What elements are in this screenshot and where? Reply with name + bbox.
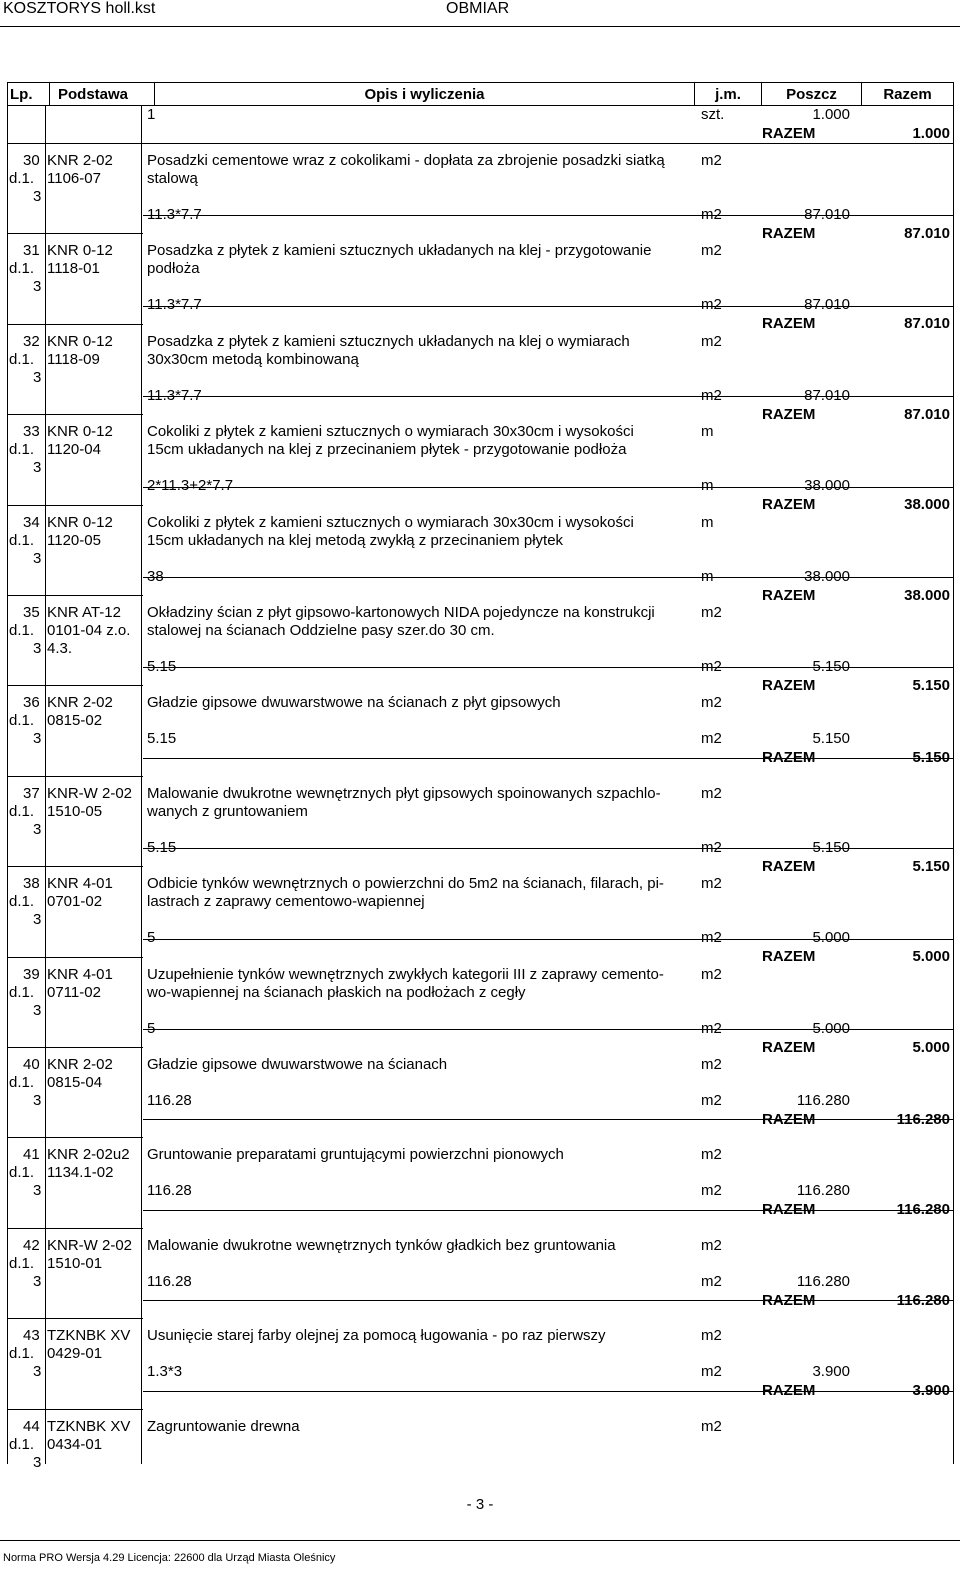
- item-lp: d.1.: [9, 622, 35, 639]
- item-unit: m: [701, 514, 714, 531]
- calc-value: 87.010: [804, 387, 850, 404]
- item-basis: 1510-05: [47, 803, 103, 820]
- razem-label: RAZEM: [762, 1201, 816, 1218]
- header-divider: [0, 26, 960, 27]
- calc-value: 87.010: [804, 206, 850, 223]
- col-lp: Lp.: [8, 83, 50, 106]
- item-lp: 36: [23, 694, 40, 711]
- razem-value: 5.150: [912, 749, 950, 766]
- row-divider: [143, 667, 953, 668]
- item-basis: 1118-01: [47, 260, 100, 277]
- item-description: 30x30cm metodą kombinowaną: [147, 351, 359, 368]
- row-divider: [143, 1391, 953, 1392]
- item-description: stalowej na ścianach Oddzielne pasy szer.do 30 cm.: [147, 622, 495, 639]
- col-poszcz: Poszcz: [762, 83, 862, 106]
- item-lp: d.1.: [9, 260, 35, 277]
- row-divider: [7, 685, 143, 686]
- calc-unit: m2: [701, 1020, 722, 1037]
- col-opis: Opis i wyliczenia: [155, 83, 695, 106]
- item-basis: KNR-W 2-02: [47, 1237, 133, 1254]
- item-basis: 1120-04: [47, 441, 101, 458]
- item-unit: m2: [701, 1418, 722, 1435]
- item-lp: 3: [33, 278, 42, 295]
- calc-unit: m2: [701, 1363, 722, 1380]
- item-unit: m2: [701, 333, 722, 350]
- razem-label: RAZEM: [762, 315, 816, 332]
- top-razem-value: 1.000: [912, 125, 950, 142]
- item-unit: m2: [701, 1146, 722, 1163]
- razem-label: RAZEM: [762, 1039, 816, 1056]
- item-unit: m2: [701, 875, 722, 892]
- item-basis: KNR AT-12: [47, 604, 121, 621]
- item-lp: 32: [23, 333, 40, 350]
- item-description: Zagruntowanie drewna: [147, 1418, 300, 1435]
- item-lp: 3: [33, 640, 42, 657]
- razem-label: RAZEM: [762, 406, 816, 423]
- item-lp: 30: [23, 152, 40, 169]
- col-jm: j.m.: [695, 83, 762, 106]
- item-basis: KNR 2-02: [47, 694, 113, 711]
- razem-value: 87.010: [904, 225, 950, 242]
- calc-unit: m2: [701, 296, 722, 313]
- item-basis: 0434-01: [47, 1436, 103, 1453]
- calc-unit: m2: [701, 387, 722, 404]
- row-divider: [7, 1318, 143, 1319]
- calc-expression: 116.28: [147, 1273, 192, 1290]
- item-unit: m2: [701, 604, 722, 621]
- item-basis: 4.3.: [47, 640, 73, 657]
- item-description: 15cm układanych na klej metodą zwykłą z przecinaniem płytek: [147, 532, 564, 549]
- item-basis: 0815-04: [47, 1074, 103, 1091]
- item-lp: 38: [23, 875, 40, 892]
- row-divider: [7, 1137, 143, 1138]
- item-description: Posadzki cementowe wraz z cokolikami - dopłata za zbrojenie posadzki siatką: [147, 152, 665, 169]
- row-divider: [7, 414, 143, 415]
- item-description: Posadzka z płytek z kamieni sztucznych układanych na klej - przygotowanie: [147, 242, 652, 259]
- razem-label: RAZEM: [762, 948, 816, 965]
- razem-label: RAZEM: [762, 225, 816, 242]
- calc-unit: m2: [701, 730, 722, 747]
- razem-value: 87.010: [904, 315, 950, 332]
- row-divider: [143, 848, 953, 849]
- item-lp: d.1.: [9, 351, 35, 368]
- razem-value: 116.280: [896, 1111, 950, 1128]
- razem-label: RAZEM: [762, 749, 816, 766]
- item-lp: 40: [23, 1056, 40, 1073]
- row-divider: [143, 1029, 953, 1030]
- item-lp: 3: [33, 1273, 42, 1290]
- row-divider: [143, 758, 953, 759]
- calc-expression: 116.28: [147, 1182, 192, 1199]
- item-unit: m2: [701, 242, 722, 259]
- item-lp: 3: [33, 1092, 42, 1109]
- item-lp: 3: [33, 459, 42, 476]
- calc-expression: 11.3*7.7: [147, 296, 202, 313]
- item-unit: m2: [701, 966, 722, 983]
- row-divider: [7, 1047, 143, 1048]
- calc-expression: 1.3*3: [147, 1363, 183, 1380]
- item-description: Usunięcie starej farby olejnej za pomocą ługowania - po raz pierwszy: [147, 1327, 606, 1344]
- item-lp: 33: [23, 423, 40, 440]
- item-description: lastrach z zaprawy cementowo-wapiennej: [147, 893, 425, 910]
- calc-expression: 5.15: [147, 730, 177, 747]
- top-line-unit: szt.: [701, 106, 725, 123]
- item-lp: 43: [23, 1327, 40, 1344]
- item-basis: KNR 0-12: [47, 423, 113, 440]
- row-divider: [143, 143, 953, 144]
- item-unit: m2: [701, 694, 722, 711]
- calc-value: 38.000: [804, 477, 850, 494]
- item-description: Malowanie dwukrotne wewnętrznych płyt gipsowych spoinowanych szpachlo-: [147, 785, 661, 802]
- col-razem: Razem: [862, 83, 954, 106]
- item-description: Malowanie dwukrotne wewnętrznych tynków gładkich bez gruntowania: [147, 1237, 616, 1254]
- item-basis: 0101-04 z.o.: [47, 622, 131, 639]
- item-lp: 3: [33, 1002, 42, 1019]
- calc-value: 87.010: [804, 296, 850, 313]
- item-unit: m2: [701, 152, 722, 169]
- item-lp: 3: [33, 730, 42, 747]
- razem-value: 116.280: [896, 1292, 950, 1309]
- item-description: Gruntowanie preparatami gruntującymi powierzchni pionowych: [147, 1146, 564, 1163]
- calc-value: 5.150: [812, 658, 850, 675]
- item-description: wanych z gruntowaniem: [147, 803, 308, 820]
- calc-unit: m2: [701, 1182, 722, 1199]
- calc-value: 5.000: [812, 1020, 850, 1037]
- calc-unit: m2: [701, 206, 722, 223]
- item-lp: d.1.: [9, 984, 35, 1001]
- item-lp: d.1.: [9, 1436, 35, 1453]
- row-divider: [7, 1228, 143, 1229]
- item-lp: 44: [23, 1418, 40, 1435]
- razem-value: 38.000: [904, 587, 950, 604]
- razem-value: 5.150: [912, 858, 950, 875]
- calc-unit: m2: [701, 929, 722, 946]
- item-lp: 3: [33, 1363, 42, 1380]
- row-divider: [7, 505, 143, 506]
- calc-expression: 5.15: [147, 839, 177, 856]
- item-description: Gładzie gipsowe dwuwarstwowe na ścianach: [147, 1056, 448, 1073]
- calc-value: 38.000: [804, 568, 850, 585]
- section-title: OBMIAR: [446, 0, 510, 17]
- row-divider: [143, 487, 953, 488]
- item-description: Odbicie tynków wewnętrznych o powierzchni do 5m2 na ścianach, filarach, pi-: [147, 875, 664, 892]
- item-description: 15cm układanych na klej z przecinaniem płytek - przygotowanie podłoża: [147, 441, 627, 458]
- item-lp: d.1.: [9, 532, 35, 549]
- razem-label: RAZEM: [762, 677, 816, 694]
- calc-value: 116.280: [796, 1092, 850, 1109]
- item-lp: 31: [23, 242, 40, 259]
- item-basis: 0701-02: [47, 893, 103, 910]
- calc-unit: m2: [701, 839, 722, 856]
- item-basis: 0815-02: [47, 712, 103, 729]
- item-lp: 42: [23, 1237, 40, 1254]
- razem-value: 5.000: [912, 948, 950, 965]
- razem-value: 38.000: [904, 496, 950, 513]
- row-divider: [143, 939, 953, 940]
- item-basis: 0711-02: [47, 984, 101, 1001]
- item-lp: 3: [33, 188, 42, 205]
- row-divider: [7, 324, 143, 325]
- calc-unit: m: [701, 568, 714, 585]
- calc-expression: 5: [147, 1020, 156, 1037]
- row-divider: [143, 1210, 953, 1211]
- top-line-expr: 1: [147, 106, 156, 123]
- item-lp: 3: [33, 550, 42, 567]
- razem-label: RAZEM: [762, 1111, 816, 1128]
- row-divider: [7, 1409, 143, 1410]
- item-lp: 3: [33, 369, 42, 386]
- row-divider: [7, 957, 143, 958]
- row-divider: [143, 215, 953, 216]
- item-basis: 1510-01: [47, 1255, 103, 1272]
- item-description: Uzupełnienie tynków wewnętrznych zwykłych kategorii III z zaprawy cemento-: [147, 966, 664, 983]
- col-podstawa: Podstawa: [50, 83, 155, 106]
- row-divider: [7, 233, 143, 234]
- item-lp: 3: [33, 1182, 42, 1199]
- footer-license: Norma PRO Wersja 4.29 Licencja: 22600 dla Urząd Miasta Oleśnicy: [3, 1552, 336, 1564]
- item-lp: 41: [23, 1146, 40, 1163]
- razem-label: RAZEM: [762, 1292, 816, 1309]
- row-divider: [7, 866, 143, 867]
- calc-expression: 5.15: [147, 658, 177, 675]
- item-lp: 34: [23, 514, 40, 531]
- row-divider: [143, 1300, 953, 1301]
- item-lp: d.1.: [9, 1074, 35, 1091]
- item-lp: 35: [23, 604, 40, 621]
- calc-value: 116.280: [796, 1182, 850, 1199]
- razem-value: 87.010: [904, 406, 950, 423]
- item-unit: m: [701, 423, 714, 440]
- calc-value: 5.150: [812, 730, 850, 747]
- calc-expression: 116.28: [147, 1092, 192, 1109]
- row-divider: [143, 306, 953, 307]
- row-divider: [7, 776, 143, 777]
- footer-divider: [0, 1540, 960, 1541]
- item-lp: d.1.: [9, 170, 35, 187]
- calc-value: 5.150: [812, 839, 850, 856]
- razem-value: 5.150: [912, 677, 950, 694]
- calc-value: 3.900: [812, 1363, 850, 1380]
- item-lp: d.1.: [9, 893, 35, 910]
- razem-value: 3.900: [912, 1382, 950, 1399]
- calc-unit: m2: [701, 658, 722, 675]
- item-basis: KNR-W 2-02: [47, 785, 133, 802]
- item-description: podłoża: [147, 260, 200, 277]
- row-divider: [143, 396, 953, 397]
- item-description: stalową: [147, 170, 198, 187]
- item-basis: KNR 4-01: [47, 966, 113, 983]
- file-title: KOSZTORYS holl.kst: [3, 0, 156, 17]
- item-description: Cokoliki z płytek z kamieni sztucznych o wymiarach 30x30cm i wysokości: [147, 514, 634, 531]
- item-basis: KNR 0-12: [47, 242, 113, 259]
- item-lp: 3: [33, 1454, 42, 1471]
- calc-value: 116.280: [796, 1273, 850, 1290]
- row-divider: [143, 577, 953, 578]
- item-unit: m2: [701, 785, 722, 802]
- item-lp: d.1.: [9, 803, 35, 820]
- razem-label: RAZEM: [762, 496, 816, 513]
- item-unit: m2: [701, 1237, 722, 1254]
- item-basis: 1120-05: [47, 532, 101, 549]
- item-lp: 37: [23, 785, 40, 802]
- calc-unit: m2: [701, 1273, 722, 1290]
- item-basis: 1118-09: [47, 351, 100, 368]
- page-number: - 3 -: [466, 1496, 494, 1513]
- item-description: Posadzka z płytek z kamieni sztucznych układanych na klej o wymiarach: [147, 333, 630, 350]
- razem-label: RAZEM: [762, 1382, 816, 1399]
- column-header-row: [7, 82, 954, 106]
- razem-value: 116.280: [896, 1201, 950, 1218]
- calc-value: 5.000: [812, 929, 850, 946]
- calc-expression: 2*11.3+2*7.7: [147, 477, 234, 494]
- estimate-table: [7, 106, 954, 1471]
- item-basis: KNR 2-02: [47, 1056, 113, 1073]
- calc-expression: 5: [147, 929, 156, 946]
- item-description: Gładzie gipsowe dwuwarstwowe na ścianach z płyt gipsowych: [147, 694, 561, 711]
- row-divider: [7, 143, 143, 144]
- razem-label: RAZEM: [762, 587, 816, 604]
- row-divider: [7, 595, 143, 596]
- item-lp: d.1.: [9, 1345, 35, 1362]
- item-lp: d.1.: [9, 712, 35, 729]
- item-lp: 39: [23, 966, 40, 983]
- item-basis: TZKNBK XV: [47, 1327, 131, 1344]
- item-description: Okładziny ścian z płyt gipsowo-kartonowych NIDA pojedyncze na konstrukcji: [147, 604, 655, 621]
- row-divider: [143, 1119, 953, 1120]
- item-lp: 3: [33, 911, 42, 928]
- item-lp: 3: [33, 821, 42, 838]
- item-basis: 0429-01: [47, 1345, 103, 1362]
- calc-expression: 11.3*7.7: [147, 387, 202, 404]
- item-basis: KNR 2-02: [47, 152, 113, 169]
- item-lp: d.1.: [9, 1255, 35, 1272]
- calc-unit: m2: [701, 1092, 722, 1109]
- item-basis: TZKNBK XV: [47, 1418, 131, 1435]
- item-description: wo-wapiennej na ścianach płaskich na podłożach z cegły: [147, 984, 526, 1001]
- top-razem-label: RAZEM: [762, 125, 816, 142]
- top-line-value: 1.000: [812, 106, 850, 123]
- razem-label: RAZEM: [762, 858, 816, 875]
- item-basis: 1106-07: [47, 170, 101, 187]
- item-basis: 1134.1-02: [47, 1164, 114, 1181]
- item-basis: KNR 0-12: [47, 333, 113, 350]
- item-basis: KNR 0-12: [47, 514, 113, 531]
- item-basis: KNR 2-02u2: [47, 1146, 130, 1163]
- item-unit: m2: [701, 1056, 722, 1073]
- item-lp: d.1.: [9, 1164, 35, 1181]
- item-description: Cokoliki z płytek z kamieni sztucznych o wymiarach 30x30cm i wysokości: [147, 423, 634, 440]
- razem-value: 5.000: [912, 1039, 950, 1056]
- item-unit: m2: [701, 1327, 722, 1344]
- calc-expression: 38: [147, 568, 164, 585]
- item-basis: KNR 4-01: [47, 875, 113, 892]
- calc-expression: 11.3*7.7: [147, 206, 202, 223]
- calc-unit: m: [701, 477, 714, 494]
- item-lp: d.1.: [9, 441, 35, 458]
